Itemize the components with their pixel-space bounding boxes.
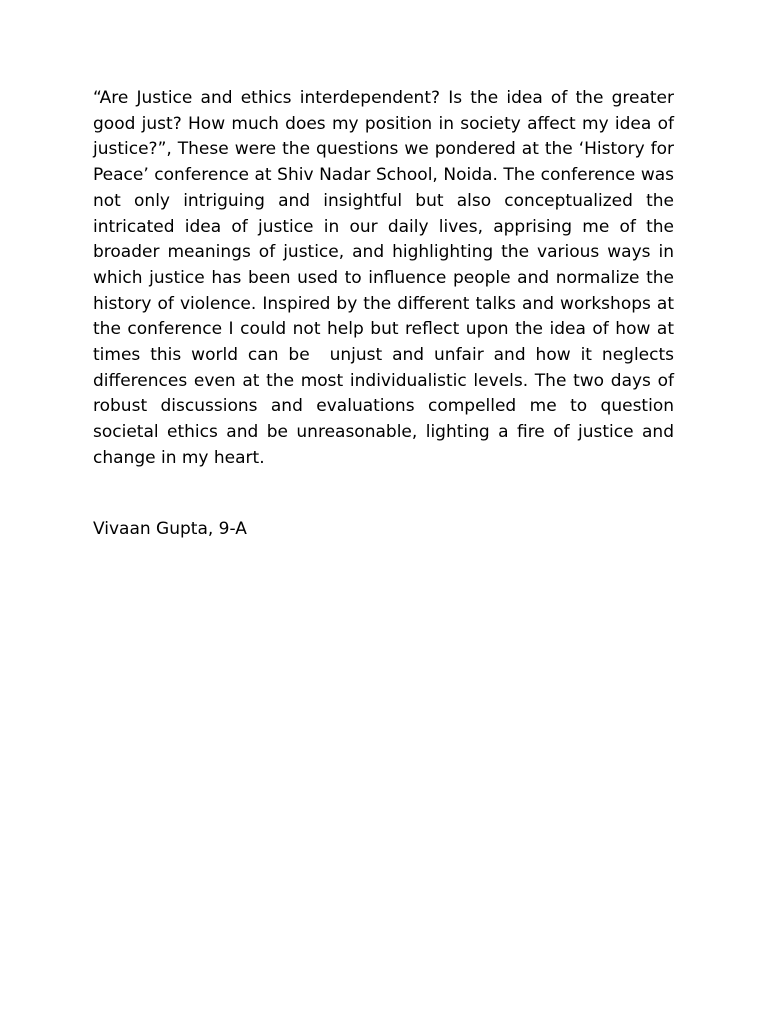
body-paragraph: “Are Justice and ethics interdependent? Is the idea of the greater good just? How much does my position in society affect my idea of justice?”, These were the questions we pondered at the ‘History for Peace’ conference at Shiv Nadar School, Noida. The conference was not only intriguing and insightful but also conceptualized the intricated idea of justice in our daily lives, apprising me of the broader meanings of justice, and highlighting the various ways in which justice has been used to influence people and normalize the history of violence. Inspired by the different talks and workshops at the conference I could not help but reflect upon the idea of how at times this world can be unjust and unfair and how it neglects differences even at the most individualistic levels. The two days of robust discussions and evaluations compelled me to question societal ethics and be unreasonable, lighting a fire of justice and change in my heart. xyxy=(93,88,680,468)
author-signature: Vivaan Gupta, 9-A xyxy=(93,519,247,539)
